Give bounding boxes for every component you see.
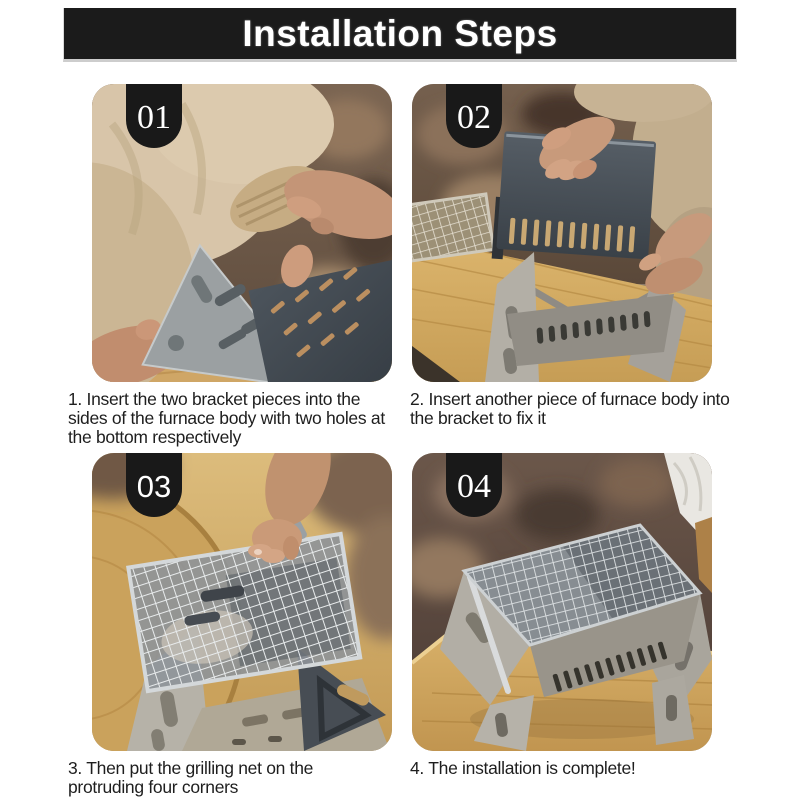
step-3	[68, 453, 390, 797]
step-1-number-badge	[126, 84, 182, 148]
step-4-number: 04	[457, 468, 491, 505]
step-2-number-badge	[446, 84, 502, 148]
step-3-number: 03	[136, 469, 172, 504]
step-1	[68, 84, 390, 447]
title-banner	[63, 8, 737, 62]
step-2-photo	[412, 84, 712, 382]
step-1-caption: 1. Insert the two bracket pieces into the sides of the furnace body with two holes at the bottom respectively	[68, 389, 385, 447]
step-1-number: 01	[137, 99, 171, 136]
step-4	[410, 453, 740, 797]
step-4-number-badge	[446, 453, 502, 517]
step-4-caption: 4. The installation is complete!	[410, 758, 636, 778]
step-2-number: 02	[457, 99, 491, 136]
step-3-photo	[92, 453, 392, 751]
step-3-number-badge	[126, 453, 182, 517]
grilling-net-on-table	[412, 194, 494, 261]
step-2-caption: 2. Insert another piece of furnace body into the bracket to fix it	[410, 389, 730, 428]
page-title: Installation Steps	[242, 12, 558, 54]
step-2	[410, 84, 740, 447]
step-3-caption: 3. Then put the grilling net on the protruding four corners	[68, 758, 314, 797]
step-4-photo	[412, 453, 712, 751]
step-1-photo	[92, 84, 392, 382]
steps-grid	[68, 84, 740, 797]
